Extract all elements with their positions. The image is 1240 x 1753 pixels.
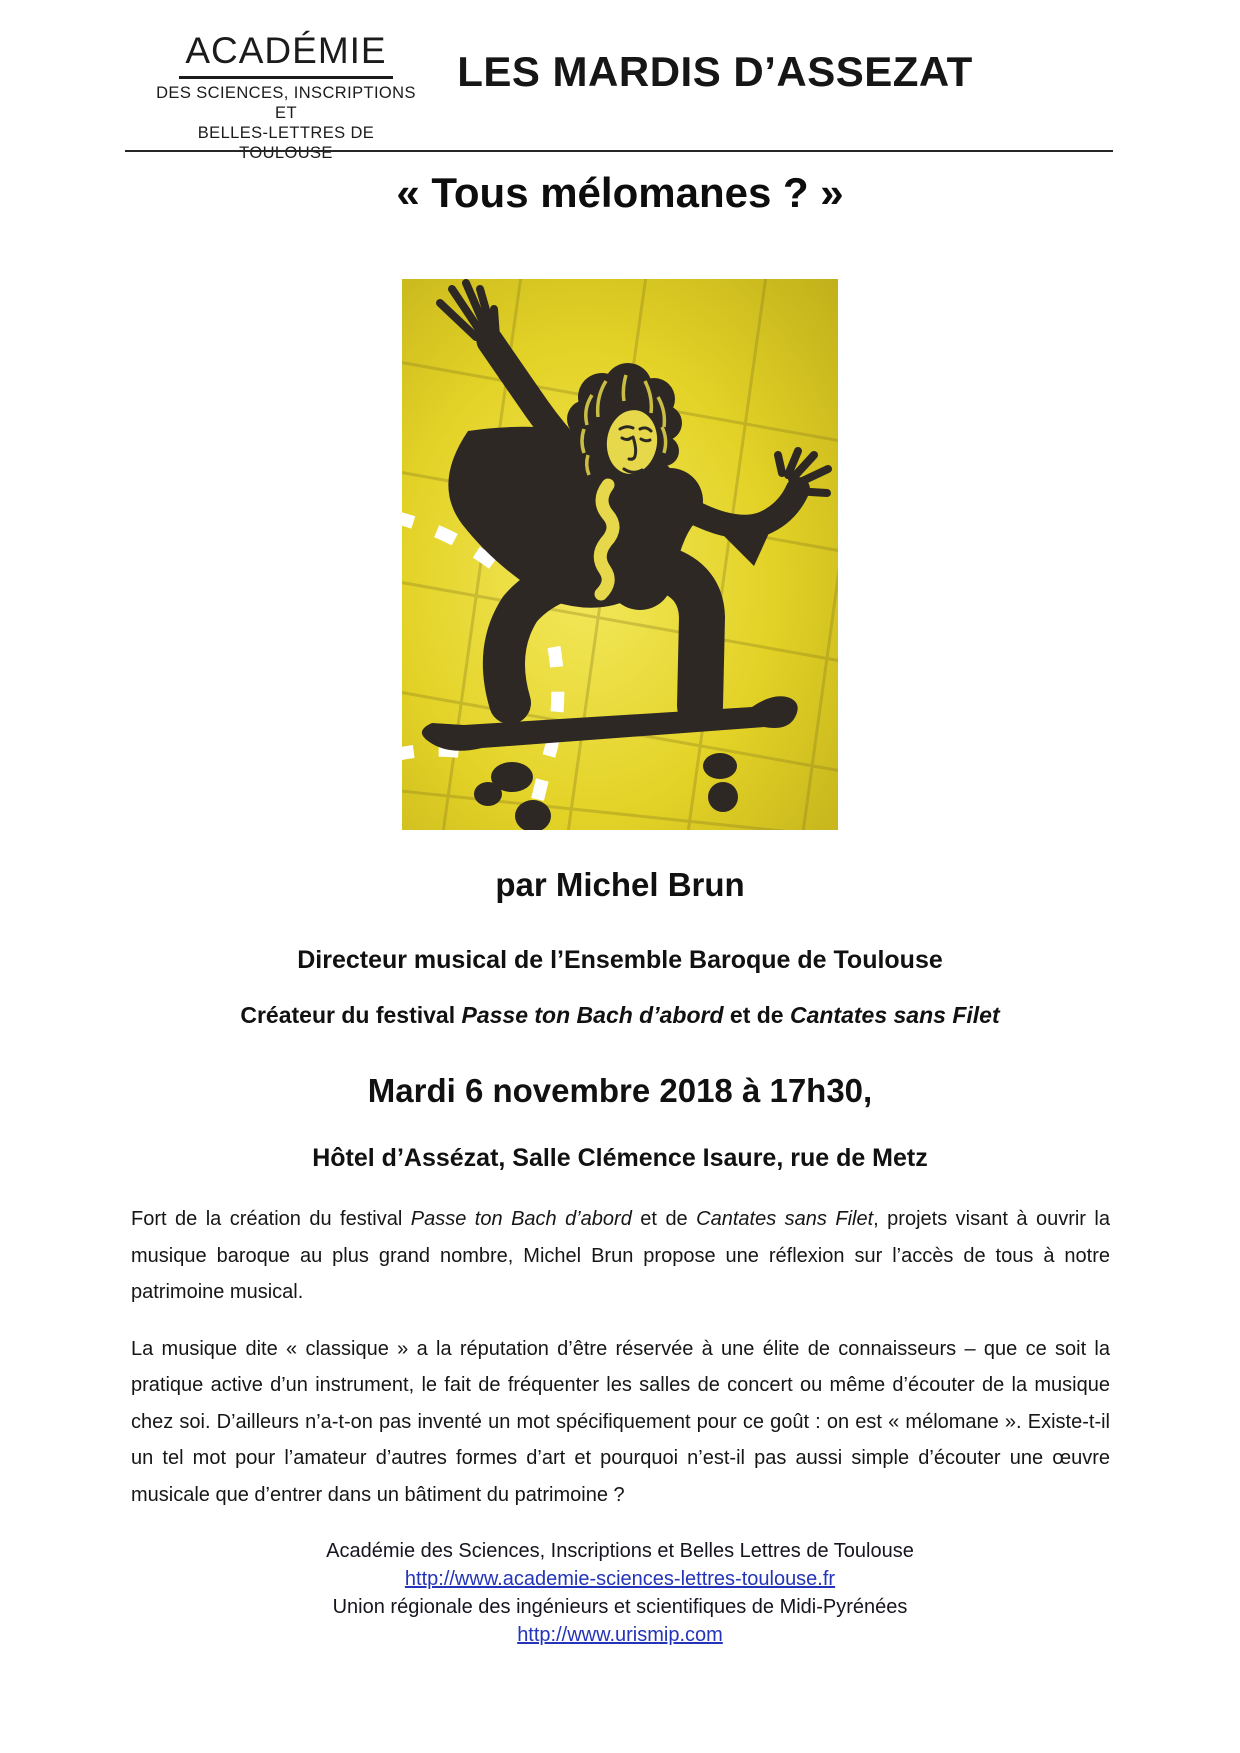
footer-link-urismip[interactable]: http://www.urismip.com bbox=[517, 1624, 723, 1646]
body-copy bbox=[131, 1201, 1110, 1513]
series-title: LES MARDIS D’ASSEZAT bbox=[457, 48, 973, 95]
footer-org-2: Union régionale des ingénieurs et scientifiques de Midi-Pyrénées bbox=[332, 1596, 908, 1618]
paragraph-2: La musique dite « classique » a la réputation d’être réservée à une élite de connaisseurs – que ce soit la pratique active d’un instrument, le fait de fréquenter les salles de concert ou même d’écouter de la musique chez soi. D’ailleurs n’a-t-on pas inventé un mot spécifiquement pour ce goût : on est « mélomane ». Existe-t-il un tel mot pour l’amateur d’autres formes d’art et pourquoi n’est-il pas aussi simple d’écouter une œuvre musicale que d’entrer dans un bâtiment du patrimoine ? bbox=[131, 1337, 1110, 1506]
p1-seg5: , projets visant à ouvrir la musique baroque au plus grand nombre, Michel Brun propose une réflexion sur l’accès de tous à notre patrimoine musical. bbox=[131, 1208, 1110, 1303]
event-title: « Tous mélomanes ? » bbox=[396, 169, 844, 216]
speaker-line: par Michel Brun bbox=[495, 866, 745, 903]
bach-skateboard-svg bbox=[402, 279, 838, 830]
p1-seg3: et de bbox=[631, 1208, 697, 1230]
footer-org-1: Académie des Sciences, Inscriptions et Belles Lettres de Toulouse bbox=[326, 1540, 914, 1562]
p1-festival-2: Cantates sans Filet bbox=[696, 1208, 874, 1230]
p1-festival-1: Passe ton Bach d’abord bbox=[410, 1208, 632, 1230]
event-venue: Hôtel d’Assézat, Salle Clémence Isaure, rue de Metz bbox=[312, 1144, 928, 1172]
academie-logo-title: ACADÉMIE bbox=[179, 30, 392, 79]
creator-line bbox=[0, 1002, 1240, 1029]
event-datetime: Mardi 6 novembre 2018 à 17h30, bbox=[367, 1072, 873, 1109]
academie-logo-subtitle-line2: BELLES-LETTRES DE TOULOUSE bbox=[197, 124, 375, 162]
p1-seg1: Fort de la création du festival bbox=[131, 1208, 411, 1230]
header-divider bbox=[125, 150, 1113, 152]
header bbox=[0, 0, 1240, 162]
footer-link-academie[interactable]: http://www.academie-sciences-lettres-toulouse.fr bbox=[404, 1568, 836, 1590]
festival-name-2: Cantates sans Filet bbox=[789, 1002, 1000, 1028]
creator-prefix: Créateur du festival bbox=[240, 1002, 462, 1028]
footer bbox=[0, 1537, 1240, 1649]
academie-logo bbox=[152, 30, 420, 163]
academie-logo-subtitle-line1: DES SCIENCES, INSCRIPTIONS ET bbox=[156, 84, 416, 122]
creator-connector: et de bbox=[723, 1002, 790, 1028]
paragraph-1 bbox=[131, 1201, 1110, 1311]
festival-name-1: Passe ton Bach d’abord bbox=[461, 1002, 724, 1028]
bach-skateboard-illustration bbox=[402, 279, 838, 830]
speaker-role: Directeur musical de l’Ensemble Baroque de Toulouse bbox=[297, 946, 943, 974]
